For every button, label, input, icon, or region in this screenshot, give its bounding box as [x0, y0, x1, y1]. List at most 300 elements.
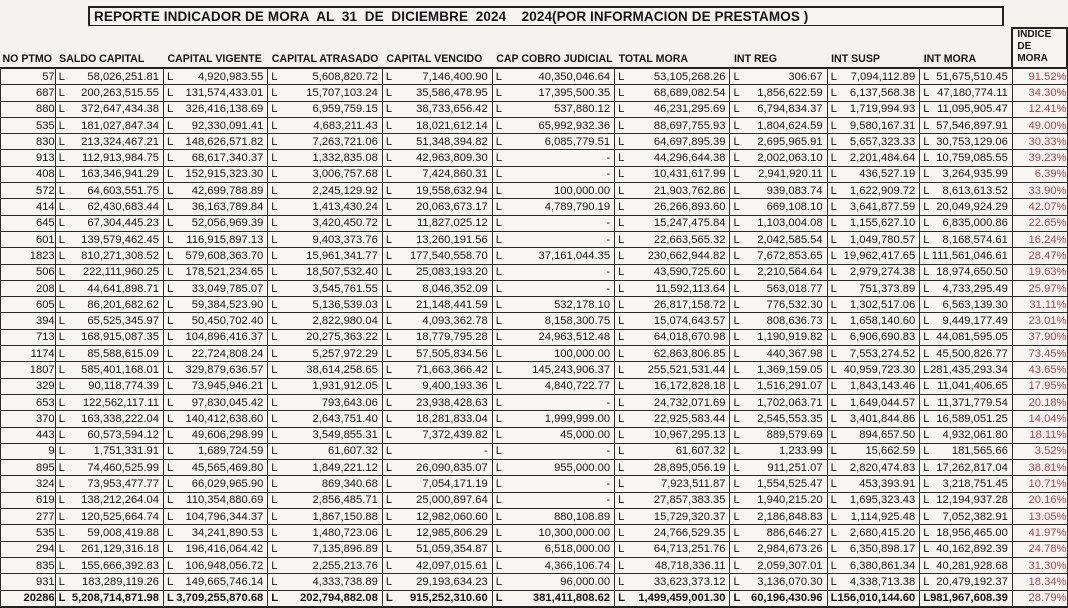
cell-content — [268, 444, 382, 458]
cell-value: 152,915,323.30 — [185, 168, 264, 181]
currency-symbol: L — [923, 298, 930, 311]
cell-value: 92,330,091.41 — [191, 119, 264, 132]
report-title-box — [88, 6, 1004, 26]
currency-symbol: L — [923, 543, 930, 556]
cell-no-ptmo: 506 — [1, 264, 56, 280]
cell-no-ptmo: 324 — [1, 476, 56, 492]
cell-content — [493, 444, 614, 458]
cell-value: 894,657.50 — [859, 429, 916, 442]
currency-symbol: L — [495, 266, 502, 279]
cell-value: 7,263,721.06 — [312, 135, 378, 148]
cell-total-mora — [615, 150, 730, 166]
cell-content — [164, 526, 267, 540]
cell-int-mora — [920, 346, 1013, 362]
currency-symbol: L — [733, 331, 740, 344]
cell-content — [615, 151, 729, 165]
currency-symbol: L — [923, 282, 930, 295]
cell-value: 669,108.10 — [766, 201, 823, 214]
cell-content — [268, 314, 382, 328]
cell-capital-vigente — [163, 231, 267, 247]
cell-content — [56, 396, 163, 410]
currency-symbol: L — [385, 168, 393, 181]
cell-total-mora — [615, 590, 730, 607]
cell-content — [615, 412, 729, 426]
currency-symbol: L — [271, 461, 278, 474]
cell-int-reg — [730, 443, 827, 459]
cell-content — [493, 379, 614, 393]
cell-value: 2,201,484.64 — [849, 152, 916, 165]
currency-symbol: L — [618, 249, 625, 262]
cell-cap-cobro-judicial — [492, 134, 614, 150]
cell-indice-mora: 73.45% — [1012, 346, 1067, 362]
table-row — [1, 427, 1068, 443]
cell-no-ptmo: 329 — [1, 378, 56, 394]
currency-symbol: L — [733, 429, 740, 442]
currency-symbol: L — [923, 168, 930, 181]
cell-int-reg — [730, 264, 827, 280]
cell-content — [56, 298, 163, 312]
currency-symbol: L — [495, 298, 502, 311]
cell-capital-vigente — [163, 264, 267, 280]
cell-content — [383, 265, 492, 279]
currency-symbol: L — [923, 396, 930, 409]
table-body — [1, 68, 1068, 607]
cell-value: 1,499,459,001.30 — [638, 592, 726, 605]
cell-total-mora — [615, 346, 730, 362]
cell-value: 6,835,000.86 — [942, 217, 1008, 230]
cell-int-reg — [730, 378, 827, 394]
cell-value: 110,354,880.69 — [186, 494, 264, 507]
currency-symbol: L — [271, 543, 278, 556]
currency-symbol: L — [385, 266, 393, 279]
cell-total-mora — [615, 476, 730, 492]
cell-value: 104,896,416.37 — [185, 331, 264, 344]
cell-int-reg — [730, 427, 827, 443]
cell-int-reg — [730, 134, 827, 150]
cell-capital-vigente — [163, 476, 267, 492]
cell-capital-vigente — [163, 411, 267, 427]
cell-value: 139,579,462.45 — [81, 233, 159, 246]
currency-symbol: L — [495, 396, 502, 409]
currency-symbol: L — [495, 184, 502, 197]
cell-content — [828, 412, 920, 426]
currency-symbol: L — [830, 543, 837, 556]
cell-content — [730, 184, 826, 198]
cell-cap-cobro-judicial — [492, 313, 614, 329]
cell-cap-cobro-judicial — [492, 183, 614, 199]
cell-cap-cobro-judicial — [492, 378, 614, 394]
cell-value: 51,059,354.87 — [416, 543, 488, 556]
cell-value: 6,085,779.51 — [544, 135, 611, 148]
cell-saldo-capital — [55, 297, 163, 313]
cell-value: 100,000.00 — [554, 347, 611, 360]
cell-content — [383, 151, 492, 165]
cell-content — [493, 265, 614, 279]
cell-no-ptmo: 394 — [1, 313, 56, 329]
cell-no-ptmo: 895 — [1, 460, 56, 476]
cell-int-mora — [920, 68, 1013, 85]
currency-symbol: L — [618, 478, 625, 491]
currency-symbol: L — [385, 429, 393, 442]
cell-int-reg — [730, 394, 827, 410]
cell-int-reg — [730, 166, 827, 182]
cell-content — [383, 314, 492, 328]
cell-value: 59,008,419.88 — [87, 526, 159, 539]
currency-symbol: L — [923, 217, 930, 230]
cell-capital-atrasado — [268, 525, 383, 541]
cell-capital-vigente — [163, 443, 267, 459]
cell-saldo-capital — [55, 590, 163, 607]
cell-capital-vencido — [382, 199, 492, 215]
cell-value: 2,002,063.10 — [757, 152, 823, 165]
cell-capital-atrasado — [268, 150, 383, 166]
cell-int-mora — [920, 590, 1013, 607]
currency-symbol: L — [618, 543, 625, 556]
cell-total-mora — [615, 297, 730, 313]
cell-value: 33,623,373.12 — [653, 575, 726, 588]
cell-cap-cobro-judicial — [492, 150, 614, 166]
cell-value: 21,148,441.59 — [416, 298, 488, 311]
currency-symbol: L — [271, 184, 278, 197]
cell-content — [268, 461, 382, 475]
cell-int-reg — [730, 215, 827, 231]
cell-value: 111,561,046.61 — [931, 249, 1008, 262]
cell-content — [493, 461, 614, 475]
cell-no-ptmo: 1174 — [1, 346, 56, 362]
currency-symbol: L — [385, 363, 393, 376]
cell-capital-vigente — [163, 574, 267, 590]
cell-value: 3,420,450.72 — [312, 217, 378, 230]
currency-symbol: L — [733, 103, 740, 116]
currency-symbol: L — [618, 380, 625, 393]
cell-value: 8,168,574.61 — [942, 233, 1008, 246]
cell-content — [56, 200, 163, 214]
cell-content — [56, 233, 163, 247]
cell-value: 1,931,912.05 — [312, 380, 378, 393]
currency-symbol: L — [271, 249, 278, 262]
cell-int-susp — [827, 117, 920, 133]
col-header-int-mora: INT MORA — [923, 53, 977, 65]
cell-content — [615, 282, 729, 296]
table-row — [1, 68, 1068, 85]
cell-content — [920, 477, 1012, 491]
cell-cap-cobro-judicial — [492, 443, 614, 459]
cell-value: 2,680,415.20 — [849, 526, 916, 539]
cell-content — [383, 184, 492, 198]
cell-cap-cobro-judicial — [492, 525, 614, 541]
cell-content — [383, 347, 492, 361]
currency-symbol: L — [733, 559, 740, 572]
currency-symbol: L — [166, 103, 174, 116]
cell-total-mora — [615, 394, 730, 410]
currency-symbol: L — [385, 152, 393, 165]
cell-value: 37,161,044.35 — [538, 249, 611, 262]
cell-int-susp — [827, 460, 920, 476]
cell-value: 97,830,045.42 — [191, 396, 264, 409]
cell-capital-vigente — [163, 460, 267, 476]
cell-content — [920, 510, 1012, 524]
currency-symbol: L — [495, 494, 502, 507]
cell-int-reg — [730, 85, 827, 101]
cell-cap-cobro-judicial — [492, 509, 614, 525]
cell-value: 7,146,400.90 — [422, 70, 488, 83]
cell-cap-cobro-judicial — [492, 231, 614, 247]
cell-value: 73,945,946.21 — [191, 380, 264, 393]
cell-cap-cobro-judicial — [492, 427, 614, 443]
cell-int-susp — [827, 509, 920, 525]
cell-capital-vigente — [163, 492, 267, 508]
currency-symbol: L — [733, 592, 741, 605]
cell-cap-cobro-judicial — [492, 280, 614, 296]
cell-total-mora — [615, 492, 730, 508]
currency-symbol: L — [271, 592, 279, 605]
cell-value: 1,049,780.57 — [849, 233, 916, 246]
currency-symbol: L — [58, 510, 65, 523]
cell-value: 4,338,713.38 — [849, 575, 916, 588]
cell-int-reg — [730, 231, 827, 247]
cell-content — [383, 559, 492, 573]
cell-no-ptmo: 1807 — [1, 362, 56, 378]
cell-value: 1,332,835.08 — [312, 152, 378, 165]
cell-content — [920, 330, 1012, 344]
cell-content — [383, 510, 492, 524]
cell-int-susp — [827, 346, 920, 362]
cell-content — [164, 184, 267, 198]
cell-capital-atrasado — [268, 313, 383, 329]
cell-capital-vencido — [382, 427, 492, 443]
currency-symbol: L — [385, 282, 393, 295]
cell-int-reg — [730, 460, 827, 476]
currency-symbol: L — [830, 510, 837, 523]
cell-content — [164, 493, 267, 507]
cell-content — [920, 428, 1012, 442]
cell-content — [164, 379, 267, 393]
cell-content — [920, 379, 1012, 393]
cell-capital-vencido — [382, 574, 492, 590]
cell-int-mora — [920, 574, 1013, 590]
currency-symbol: L — [923, 575, 930, 588]
cell-value: 20,275,363.22 — [306, 331, 378, 344]
cell-content — [383, 526, 492, 540]
cell-value: 563,018.77 — [766, 282, 823, 295]
cell-total-mora — [615, 85, 730, 101]
cell-value: 329,879,636.57 — [185, 363, 264, 376]
cell-content — [730, 249, 826, 263]
cell-content — [730, 559, 826, 573]
currency-symbol: L — [271, 70, 278, 83]
cell-value: 65,992,932.36 — [538, 119, 611, 132]
currency-symbol: L — [830, 559, 837, 572]
cell-content — [730, 493, 826, 507]
cell-cap-cobro-judicial — [492, 492, 614, 508]
cell-value: 52,056,969.39 — [191, 217, 264, 230]
cell-value: 66,029,965.90 — [191, 478, 264, 491]
currency-symbol: L — [58, 233, 65, 246]
cell-value: 22,925,583.44 — [653, 412, 726, 425]
cell-value: 981,967,608.39 — [930, 592, 1008, 605]
cell-value: - — [606, 266, 611, 279]
cell-content — [268, 200, 382, 214]
cell-value: 1,856,622.59 — [757, 86, 823, 99]
cell-total-mora — [615, 183, 730, 199]
currency-symbol: L — [58, 217, 65, 230]
cell-total-mora — [615, 280, 730, 296]
cell-value: 58,026,251.81 — [87, 70, 159, 83]
cell-value: 6,380,861.34 — [849, 559, 916, 572]
cell-content — [828, 542, 920, 556]
cell-cap-cobro-judicial — [492, 329, 614, 345]
currency-symbol: L — [166, 249, 174, 262]
cell-indice-mora: 18.11% — [1012, 427, 1067, 443]
currency-symbol: L — [385, 526, 393, 539]
currency-symbol: L — [923, 184, 930, 197]
cell-content — [164, 412, 267, 426]
cell-value: 18,021,612.14 — [416, 119, 488, 132]
cell-indice-mora: 42.07% — [1012, 199, 1067, 215]
cell-capital-atrasado — [268, 427, 383, 443]
cell-value: 45,500,826.77 — [936, 347, 1008, 360]
cell-value: 11,041,406.65 — [937, 380, 1008, 393]
cell-content — [383, 298, 492, 312]
currency-symbol: L — [830, 363, 837, 376]
cell-capital-atrasado — [268, 378, 383, 394]
cell-cap-cobro-judicial — [492, 557, 614, 573]
cell-value: 2,822,980.04 — [312, 315, 378, 328]
cell-content — [730, 314, 826, 328]
currency-symbol: L — [618, 298, 625, 311]
cell-value: 43,590,725.60 — [653, 266, 726, 279]
cell-value: 1,103,004.08 — [757, 217, 823, 230]
currency-symbol: L — [271, 315, 278, 328]
cell-content — [730, 200, 826, 214]
currency-symbol: L — [923, 559, 930, 572]
currency-symbol: L — [271, 86, 278, 99]
cell-value: 15,729,320.37 — [653, 510, 726, 523]
cell-no-ptmo: 601 — [1, 231, 56, 247]
cell-content — [828, 119, 920, 133]
cell-capital-vencido — [382, 215, 492, 231]
cell-value: 149,665,746.14 — [185, 575, 264, 588]
currency-symbol: L — [166, 347, 174, 360]
currency-symbol: L — [166, 445, 174, 458]
cell-capital-vencido — [382, 590, 492, 607]
cell-no-ptmo: 653 — [1, 394, 56, 410]
cell-capital-vencido — [382, 134, 492, 150]
cell-value: 60,196,430.96 — [751, 592, 823, 605]
cell-int-susp — [827, 297, 920, 313]
currency-symbol: L — [166, 510, 174, 523]
cell-saldo-capital — [55, 346, 163, 362]
cell-content — [268, 298, 382, 312]
cell-content — [615, 265, 729, 279]
cell-int-reg — [730, 199, 827, 215]
cell-content — [828, 510, 920, 524]
cell-value: 168,915,087.35 — [81, 331, 159, 344]
cell-capital-atrasado — [268, 183, 383, 199]
currency-symbol: L — [58, 103, 65, 116]
cell-value: 2,979,274.38 — [849, 266, 916, 279]
cell-value: 5,608,820.72 — [312, 70, 378, 83]
currency-symbol: L — [166, 86, 174, 99]
cell-value: 45,000.00 — [560, 429, 611, 442]
currency-symbol: L — [733, 543, 740, 556]
cell-value: 35,586,478.95 — [416, 86, 488, 99]
currency-symbol: L — [923, 380, 930, 393]
cell-content — [164, 86, 267, 100]
cell-content — [920, 200, 1012, 214]
cell-value: - — [606, 217, 611, 230]
currency-symbol: L — [923, 347, 930, 360]
cell-value: 22,724,808.24 — [191, 347, 264, 360]
cell-content — [730, 379, 826, 393]
cell-content — [615, 444, 729, 458]
cell-content — [164, 233, 267, 247]
cell-value: 1,695,323.43 — [849, 494, 916, 507]
cell-content — [920, 396, 1012, 410]
cell-content — [164, 461, 267, 475]
cell-content — [920, 265, 1012, 279]
cell-value: 42,097,015.61 — [416, 559, 488, 572]
cell-value: 27,857,383.35 — [653, 494, 726, 507]
cell-total-mora — [615, 248, 730, 264]
cell-value: 1,940,215.20 — [757, 494, 823, 507]
cell-content — [828, 347, 920, 361]
cell-value: 163,346,941.29 — [81, 168, 159, 181]
cell-indice-mora: 39.23% — [1012, 150, 1067, 166]
cell-value: 1,843,143.46 — [849, 380, 916, 393]
cell-content — [730, 265, 826, 279]
cell-content — [383, 444, 492, 458]
cell-content — [383, 216, 492, 230]
currency-symbol: L — [385, 592, 393, 605]
cell-content — [828, 249, 920, 263]
cell-value: 16,172,828.18 — [653, 380, 726, 393]
cell-int-mora — [920, 329, 1013, 345]
cell-content — [493, 591, 614, 605]
cell-content — [828, 200, 920, 214]
cell-value: 3,545,761.55 — [312, 282, 378, 295]
currency-symbol: L — [618, 119, 625, 132]
currency-symbol: L — [618, 266, 625, 279]
cell-content — [383, 428, 492, 442]
cell-content — [730, 102, 826, 116]
cell-value: 1,751,331.91 — [93, 445, 159, 458]
currency-symbol: L — [166, 559, 174, 572]
cell-capital-vigente — [163, 68, 267, 85]
currency-symbol: L — [733, 70, 740, 83]
cell-content — [615, 542, 729, 556]
cell-value: 4,789,790.19 — [544, 201, 611, 214]
cell-content — [730, 461, 826, 475]
currency-symbol: L — [733, 510, 740, 523]
cell-indice-mora: 3.52% — [1012, 443, 1067, 459]
cell-content — [268, 167, 382, 181]
currency-symbol: L — [271, 445, 278, 458]
cell-cap-cobro-judicial — [492, 248, 614, 264]
cell-content — [920, 314, 1012, 328]
cell-value: 1,369,159.05 — [757, 363, 823, 376]
cell-value: 436,527.19 — [859, 168, 916, 181]
currency-symbol: L — [271, 429, 278, 442]
cell-int-mora — [920, 460, 1013, 476]
cell-value: 213,324,467.21 — [81, 135, 159, 148]
cell-content — [56, 86, 163, 100]
currency-symbol: L — [58, 543, 65, 556]
cell-value: 44,641,898.71 — [87, 282, 159, 295]
cell-content — [615, 575, 729, 589]
cell-content — [615, 559, 729, 573]
cell-content — [164, 119, 267, 133]
